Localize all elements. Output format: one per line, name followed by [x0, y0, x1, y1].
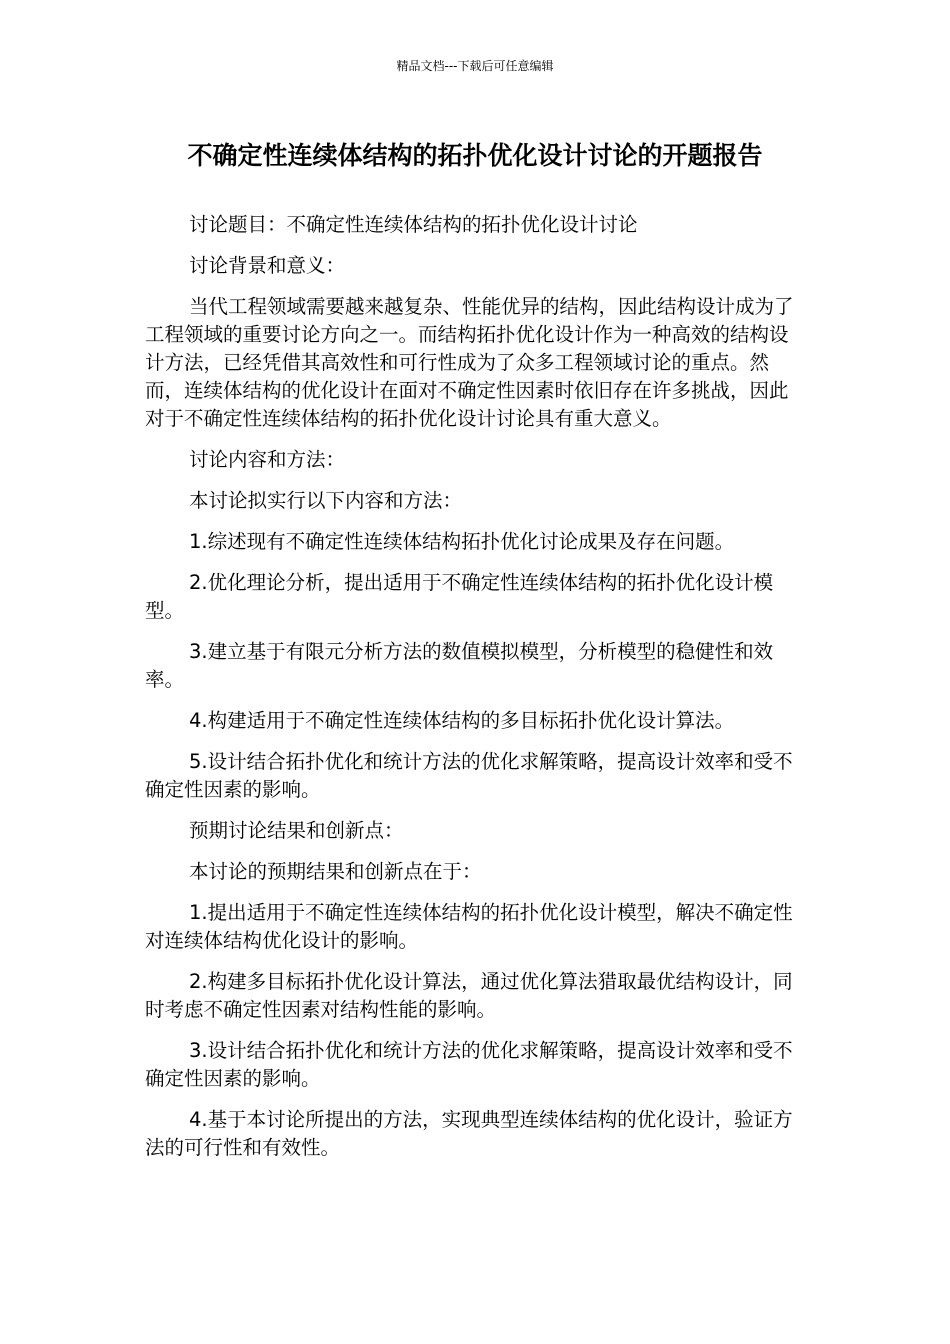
list-item-content-2: 2.优化理论分析，提出适用于不确定性连续体结构的拓扑优化设计模型。: [145, 571, 774, 622]
heading-content-method: 讨论内容和方法：: [189, 448, 346, 471]
paragraph-background: 当代工程领域需要越来越复杂、性能优异的结构，因此结构设计成为了工程领域的重要讨论方向之一。而结构拓扑优化设计作为一种高效的结构设计方法，已经凭借其高效性和可行性成为了众多工程领域讨论的重点。然而，连续体结构的优化设计在面对不确定性因素时依旧存在许多挑战，因此对于不确定性连续体结构的拓扑优化设计讨论具有重大意义。: [145, 295, 794, 430]
paragraph-results-intro: 本讨论的预期结果和创新点在于：: [189, 860, 482, 883]
header-note: 精品文档---下载后可任意编辑: [396, 59, 554, 73]
document-title: 不确定性连续体结构的拓扑优化设计讨论的开题报告: [187, 141, 763, 170]
paragraph-topic: 讨论题目：不确定性连续体结构的拓扑优化设计讨论: [189, 213, 638, 236]
list-item-result-3: 3.设计结合拓扑优化和统计方法的优化求解策略，提高设计效率和受不确定性因素的影响。: [145, 1039, 793, 1090]
heading-expected-results: 预期讨论结果和创新点：: [189, 819, 404, 842]
list-item-result-4: 4.基于本讨论所提出的方法，实现典型连续体结构的优化设计，验证方法的可行性和有效性。: [145, 1108, 793, 1159]
list-item-content-5: 5.设计结合拓扑优化和统计方法的优化求解策略，提高设计效率和受不确定性因素的影响。: [145, 750, 793, 801]
list-item-content-1: 1.综述现有不确定性连续体结构拓扑优化讨论成果及存在问题。: [189, 530, 735, 553]
document-body: [145, 211, 800, 1175]
list-item-content-4: 4.构建适用于不确定性连续体结构的多目标拓扑优化设计算法。: [189, 709, 735, 732]
list-item-result-1: 1.提出适用于不确定性连续体结构的拓扑优化设计模型，解决不确定性对连续体结构优化设计的影响。: [145, 901, 793, 952]
list-item-content-3: 3.建立基于有限元分析方法的数值模拟模型，分析模型的稳健性和效率。: [145, 640, 774, 691]
heading-background: 讨论背景和意义：: [189, 254, 346, 277]
paragraph-content-intro: 本讨论拟实行以下内容和方法：: [189, 489, 463, 512]
list-item-result-2: 2.构建多目标拓扑优化设计算法，通过优化算法猎取最优结构设计，同时考虑不确定性因素对结构性能的影响。: [145, 970, 793, 1021]
